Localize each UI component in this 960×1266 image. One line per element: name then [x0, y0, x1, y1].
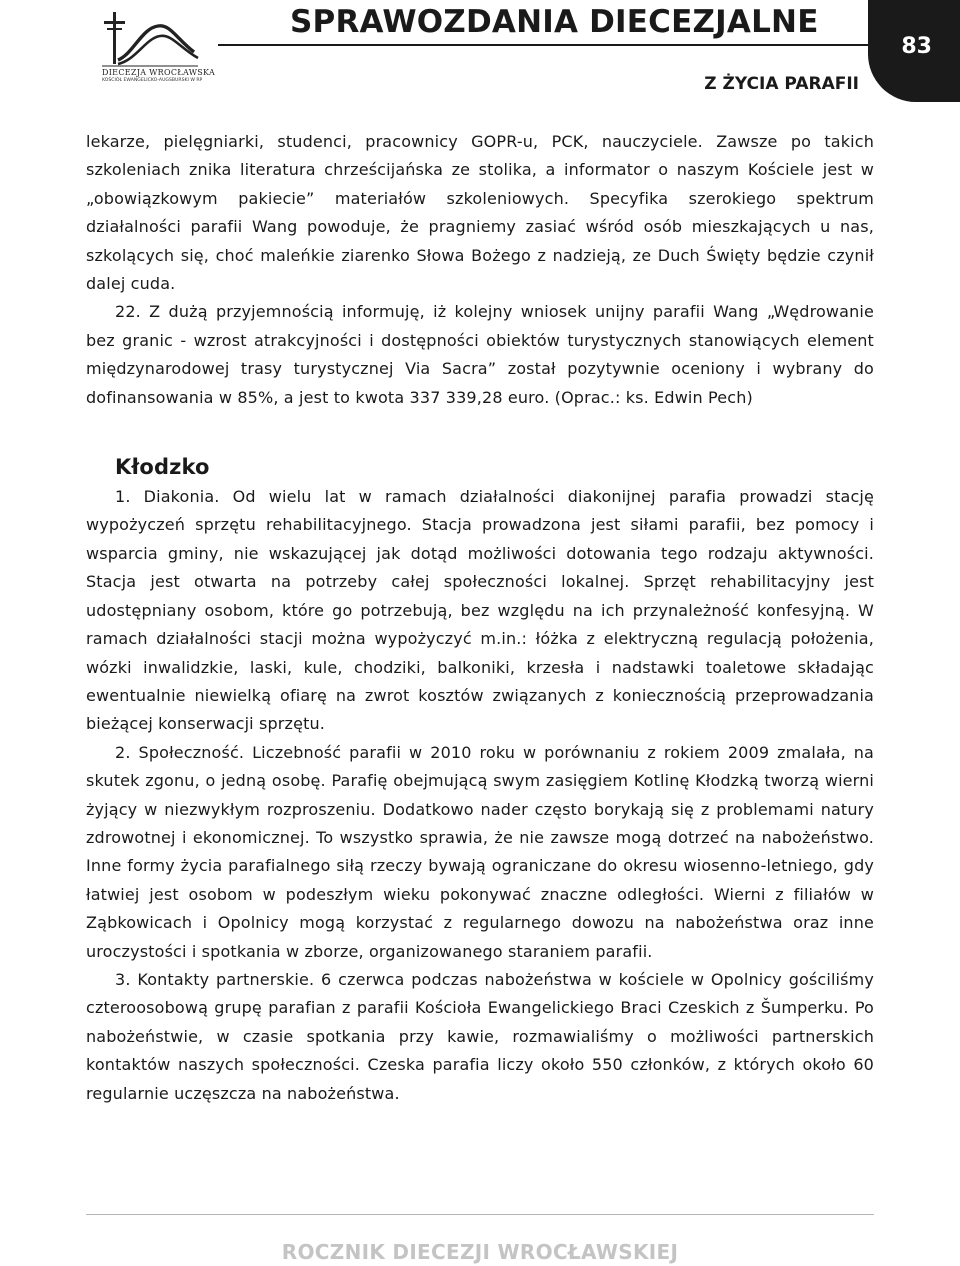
header-rule	[218, 44, 870, 46]
running-header-subtitle: Z ŻYCIA PARAFII	[704, 74, 859, 94]
section-heading: Kłodzko	[115, 455, 210, 480]
running-header-title: SPRAWOZDANIA DIECEZJALNE	[290, 4, 819, 40]
logo-subtitle: KOŚCIÓŁ EWANGELICKO-AUGSBURSKI W RP	[102, 78, 203, 83]
paragraph: 3. Kontakty partnerskie. 6 czerwca podczas nabożeństwa w kościele w Opolnicy gościliśmy czteroosobową grupę parafian z parafii Kościoła Ewangelickiego Braci Czeskich z Šumperku. Po nabożeństwie, w czasie spotkania przy kawie, rozmawialiśmy o możliwości partnerskich kontaktów naszych społeczności. Czeska parafia liczy około 550 członków, z których około 60 regularnie uczęszcza na nabożeństwa.	[86, 969, 874, 1103]
running-footer: ROCZNIK DIECEZJI WROCŁAWSKIEJ	[281, 1240, 679, 1264]
diocese-logo	[98, 8, 216, 88]
page-number-tab	[868, 0, 960, 102]
footer-rule	[86, 1214, 874, 1215]
paragraph: 2. Społeczność. Liczebność parafii w 2010 roku w porównaniu z rokiem 2009 zmalała, na skutek zgonu, o jedną osobę. Parafię obejmującą swym zasięgiem Kotlinę Kłodzką tworzą wierni żyjący w niezwykłym rozproszeniu. Dodatkowo nader często borykają się z problemami natury zdrowotnej i ekonomicznej. To wszystko sprawia, że nie zawsze mogą dotrzeć na nabożeństwo. Inne formy życia parafialnego siłą rzeczy bywają ograniczane do okresu wiosenno-letniego, gdy łatwiej jest osobom w podeszłym wieku pokonywać znaczne odległości. Wierni z filiałów w Ząbkowicach i Opolnicy mogą korzystać z regularnego dowozu na nabożeństwa oraz inne uroczystości i spotkania w zborze, organizowanego staraniem parafii.	[86, 742, 874, 961]
paragraph: 1. Diakonia. Od wielu lat w ramach działalności diakonijnej parafia prowadzi stację wypożyczeń sprzętu rehabilitacyjnego. Stacja prowadzona jest siłami parafii, bez pomocy i wsparcia gminy, nie wskazującej jak dotąd możliwości dotowania tego rodzaju aktywności. Stacja jest otwarta na potrzeby całej społeczności lokalnej. Sprzęt rehabilitacyjny jest udostępniany osobom, które go potrzebują, bez względu na ich przynależność konfesyjną. W ramach działalności stacji można wypożyczyć m.in.: łóżka z elektryczną regulacją położenia, wózki inwalidzkie, laski, kule, chodziki, balkoniki, krzesła i nadstawki toaletowe składając ewentualnie niewielką ofiarę na zwrot kosztów związanych z koniecznością przeprowadzania bieżącej konserwacji sprzętu.	[86, 487, 874, 734]
paragraph: lekarze, pielęgniarki, studenci, pracownicy GOPR-u, PCK, nauczyciele. Zawsze po takich szkoleniach znika literatura chrześcijańska ze stolika, a informator o naszym Kościele jest w „obowiązkowym pakiecie” materiałów szkoleniowych. Specyfika szerokiego spektrum działalności parafii Wang powoduje, że pragniemy zasiać wśród osób mieszkających u nas, szkolących się, choć maleńkie ziarenko Słowa Bożego z nadzieją, ze Duch Święty będzie czynił dalej cuda.	[86, 132, 874, 294]
cross-and-waves-icon	[98, 8, 202, 68]
logo-title: DIECEZJA WROCŁAWSKA	[102, 68, 216, 77]
page-number: 83	[901, 34, 932, 59]
article-body	[86, 128, 874, 1108]
paragraph: 22. Z dużą przyjemnością informuję, iż kolejny wniosek unijny parafii Wang „Wędrowanie bez granic - wzrost atrakcyjności i dostępności obiektów turystycznych stanowiących element międzynarodowej trasy turystycznej Via Sacra” został pozytywnie oceniony i wybrany do dofinansowania w 85%, a jest to kwota 337 339,28 euro. (Oprac.: ks. Edwin Pech)	[86, 302, 874, 407]
